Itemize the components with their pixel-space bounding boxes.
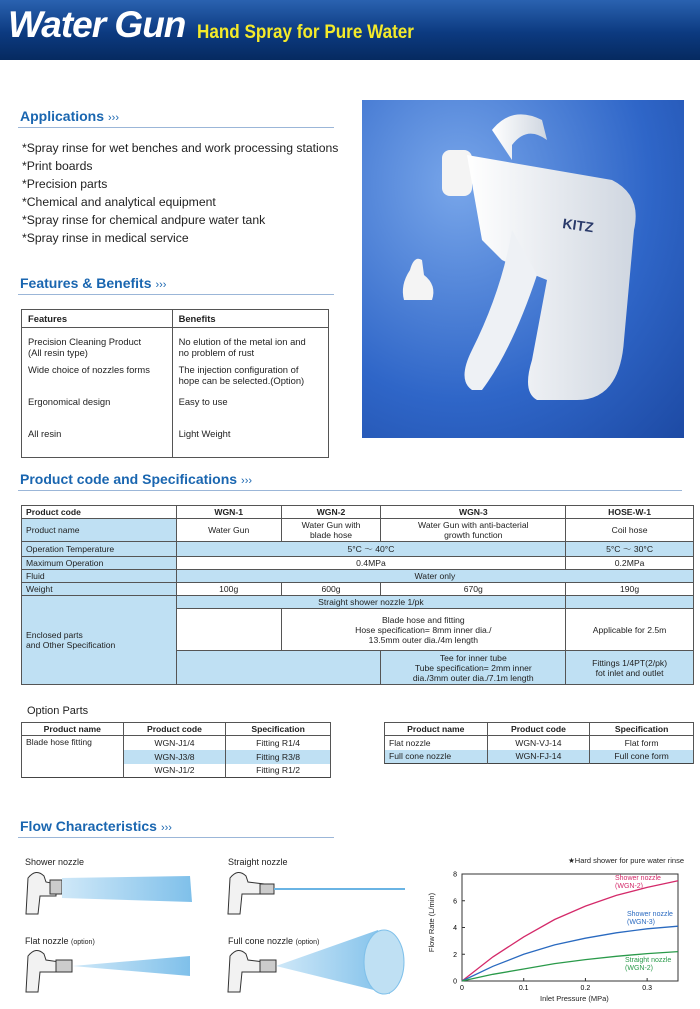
table-row: Product code WGN-1 WGN-2 WGN-3 HOSE-W-1 [22,506,694,519]
y-tick-label: 8 [453,871,457,879]
table-row: Fluid Water only [22,570,694,583]
y-tick-label: 6 [453,898,457,906]
features-table [21,309,329,458]
divider [18,127,334,128]
list-item: *Spray rinse in medical service [22,231,189,245]
divider [18,490,682,491]
table-row: Product name Water Gun Water Gun with blade hose Water Gun with anti-bacterial growth function Coil hose [22,519,694,542]
page-subtitle: Hand Spray for Pure Water [197,22,414,43]
divider [18,294,334,295]
table-row: Blade hose fitting WGN-J1/4 Fitting R1/4 [22,736,331,750]
straight-gun-icon [228,872,274,914]
x-tick-label: 0.1 [518,985,529,992]
series-label: Straight nozzle [625,957,672,964]
table-row: All resin Light Weight [22,425,329,457]
table-row: Blade hose and fitting Hose specification= 8mm inner dia./ 13.5mm outer dia./4m length Applicable for 2.5m [22,609,694,651]
cone-spray-end [364,930,404,994]
flow-chart-svg [430,856,692,1006]
straight-nozzle-label: Straight nozzle [228,857,288,867]
table-row: Wide choice of nozzles forms The injection configuration of hope can be selected.(Option) [22,361,329,393]
series-label: (WGN-2) [615,883,643,890]
section-flow: Flow Characteristics ››› [20,818,172,834]
header-banner [0,0,700,60]
shower-spray [62,876,192,902]
cone-gun-icon [228,950,276,992]
series-label: (WGN-3) [627,919,655,926]
water-gun-image [362,100,684,438]
table-row: Enclosed parts and Other Specification Straight shower nozzle 1/pk [22,596,694,609]
section-features: Features & Benefits ››› [20,275,167,291]
table-row: Flat nozzle WGN-VJ-14 Flat form [385,736,694,750]
table-row: Weight 100g 600g 670g 190g [22,583,694,596]
nozzle-illustrations [20,868,410,1008]
cone-nozzle-label: Full cone nozzle (option) [228,936,320,946]
series-label: Shower nozzle [627,911,673,918]
table-header: Benefits [172,310,328,328]
applications-list [22,139,338,247]
list-item: *Precision parts [22,177,108,191]
page-title: Water Gun [8,4,186,45]
table-row: Tee for inner tube Tube specification= 2mm inner dia./3mm outer dia./7.1m length Fittings 1/4PT(2/pk) fot inlet and outlet [22,651,694,685]
table-row: WGN-J1/2 Fitting R1/2 [22,764,331,778]
x-tick-label: 0 [460,985,464,992]
svg-text:KITZ: KITZ [561,215,595,236]
flow-chart [427,856,692,1006]
option-table-left: Product name Product code Specification Blade hose fitting WGN-J1/4 Fitting R1/4 WGN-J3/8 Fitting R3/8 WGN-J1/2 Fitting R1/2 [21,722,331,778]
list-item: *Spray rinse for wet benches and work processing stations [22,141,339,155]
section-applications: Applications ››› [20,108,120,124]
series-label: (WGN-2) [625,965,653,972]
product-photo [362,100,684,438]
table-row: WGN-J3/8 Fitting R3/8 [22,750,331,764]
table-row: Full cone nozzle WGN-FJ-14 Full cone form [385,750,694,764]
y-tick-label: 4 [453,925,457,932]
table-header: Features [22,310,173,328]
flat-spray [72,956,190,976]
option-parts-title: Option Parts [27,705,89,717]
y-tick-label: 0 [453,978,457,986]
y-tick-label: 2 [453,951,457,959]
table-row: Maximum Operation 0.4MPa 0.2MPa [22,557,694,570]
chart-title: ★Hard shower for pure water rinse [568,856,684,865]
x-tick-label: 0.3 [642,985,653,992]
table-row: Precision Cleaning Product (All resin type) No elution of the metal ion and no problem of rust [22,328,329,362]
spec-table [21,505,694,685]
list-item: *Chemical and analytical equipment [22,195,216,209]
flat-gun-icon [26,950,72,992]
table-row: Ergonomical design Easy to use [22,393,329,425]
x-axis-label: Inlet Pressure (MPa) [540,994,609,1003]
y-axis-label: Flow Rate (L/min) [427,892,437,953]
flat-nozzle-label: Flat nozzle (option) [25,936,95,946]
section-product-code: Product code and Specifications ››› [20,471,253,487]
shower-nozzle-label: Shower nozzle [25,857,85,867]
shower-gun-icon [26,872,62,914]
option-table-right: Product name Product code Specification Flat nozzle WGN-VJ-14 Flat form Full cone nozzle WGN-FJ-14 Full cone form [384,722,694,764]
table-row: Operation Temperature 5°C 〜 40°C 5°C 〜 30°C [22,542,694,557]
divider [18,837,334,838]
x-tick-label: 0.2 [580,985,591,992]
list-item: *Print boards [22,159,93,173]
series-label: Shower nozzle [615,875,661,882]
list-item: *Spray rinse for chemical andpure water tank [22,213,266,227]
